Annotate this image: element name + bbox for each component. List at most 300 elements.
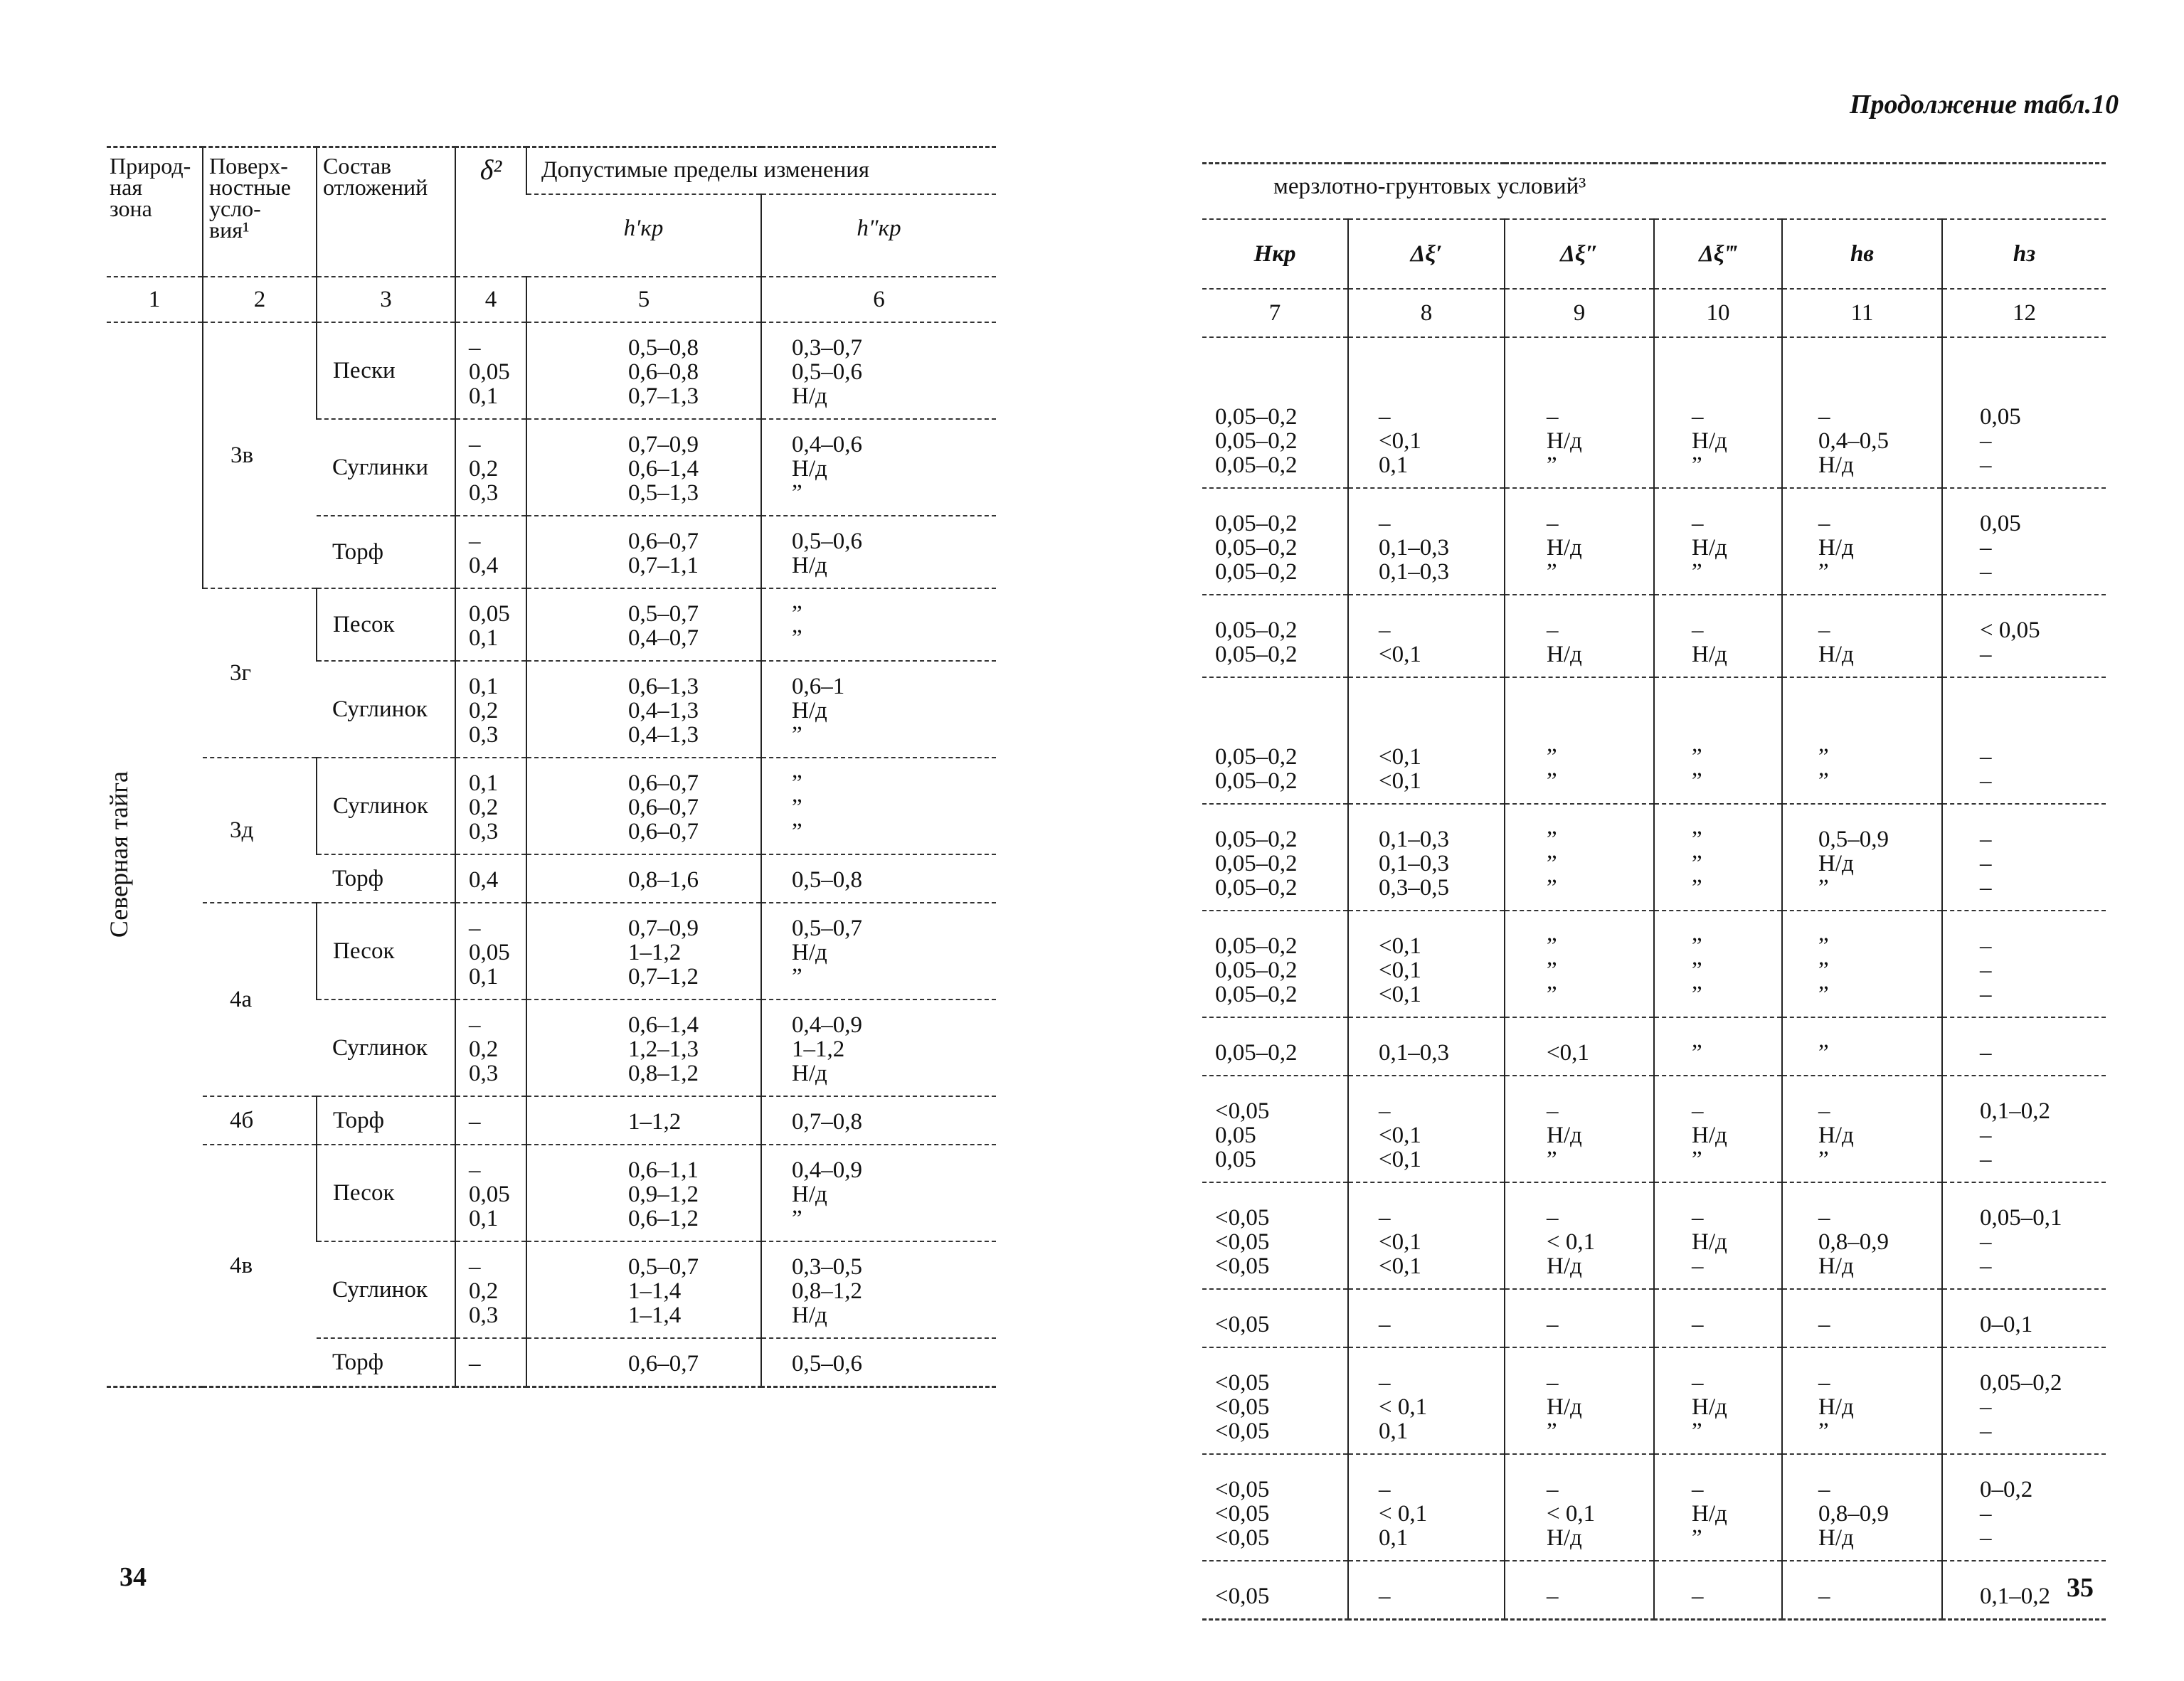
cell-value: – <box>469 1157 481 1183</box>
column-number: 10 <box>1654 289 1782 337</box>
cell-value: 0,05–0,2 <box>1215 642 1298 667</box>
cell-value: – <box>1379 1098 1391 1124</box>
delta-values <box>469 336 526 408</box>
cell-value: 0,4 <box>469 867 499 893</box>
cell-stack <box>1692 745 1781 793</box>
cell-stack <box>1818 405 1941 477</box>
cell-value: 0,6–0,7 <box>628 795 699 820</box>
h1-values <box>628 916 760 989</box>
cell-stack <box>1980 1371 2106 1443</box>
cell-value: ” <box>1547 1147 1557 1172</box>
cell-value: – <box>1547 617 1559 643</box>
h2-values <box>792 771 996 844</box>
cell-stack <box>1980 934 2106 1007</box>
cell-value: – <box>1980 851 1992 876</box>
cell-value: ” <box>1547 875 1557 901</box>
cell-value: 0,4–1,3 <box>628 722 699 748</box>
table-row <box>1202 677 2106 804</box>
cell-value: 0,2 <box>469 795 499 820</box>
cell-value: <0,1 <box>1379 958 1421 983</box>
cell-value: 0,05–0,2 <box>1980 1370 2062 1396</box>
cell-stack <box>1692 1584 1781 1608</box>
cell-value: 0,2 <box>469 698 499 723</box>
cell-stack <box>1547 827 1653 900</box>
cell-value: – <box>1547 1477 1559 1502</box>
cell-value: 0,5–1,3 <box>628 480 699 506</box>
cell-value: ” <box>1547 958 1557 983</box>
cell-value: ” <box>1547 744 1557 770</box>
cell-value: 0,9–1,2 <box>628 1182 699 1207</box>
table-row <box>107 758 996 854</box>
cell-value: – <box>1818 1584 1830 1609</box>
page-number-left: 34 <box>120 1562 147 1592</box>
cell-value: Н/д <box>1692 1229 1727 1255</box>
cell-value: ” <box>1692 1147 1702 1172</box>
column-number: 6 <box>761 277 996 322</box>
delta-values <box>469 1158 526 1231</box>
cell-value: 0,5–0,6 <box>792 359 862 385</box>
cell-value: 0,8–1,6 <box>628 867 699 893</box>
col-header-hz: hз <box>1942 219 2106 289</box>
h1-values <box>628 433 760 505</box>
cell-value: <0,1 <box>1379 428 1421 454</box>
table-row <box>1202 1454 2106 1561</box>
cell-stack <box>1379 1099 1504 1172</box>
cell-value: 0,1–0,3 <box>1379 559 1449 585</box>
delta-values <box>469 868 526 892</box>
cell-stack <box>1547 405 1653 477</box>
h1-values <box>628 868 760 892</box>
cell-value: 0,5–0,8 <box>628 335 699 361</box>
cell-value: <0,05 <box>1215 1394 1270 1420</box>
cell-value: 0,3 <box>469 819 499 844</box>
table-row <box>107 1145 996 1241</box>
cell-value: <0,1 <box>1379 982 1421 1007</box>
cell-stack <box>1692 1478 1781 1550</box>
cell-value: 0,05–0,2 <box>1215 452 1298 478</box>
cell-value: – <box>1980 744 1992 770</box>
cell-value: – <box>1980 827 1992 852</box>
cell-value: 0,5–0,8 <box>792 867 862 893</box>
cell-value: <0,1 <box>1379 1253 1421 1279</box>
cell-value: Н/д <box>792 456 827 482</box>
cell-value: – <box>1818 1370 1830 1396</box>
cell-value: <0,05 <box>1215 1312 1270 1337</box>
cell-value: 0,6–1,3 <box>628 674 699 699</box>
cell-stack <box>1547 618 1653 667</box>
cell-value: 0,6–1,2 <box>628 1206 699 1231</box>
cell-stack <box>1379 1584 1504 1608</box>
h1-values <box>628 1158 760 1231</box>
cell-stack <box>1818 934 1941 1007</box>
cell-stack <box>1547 1099 1653 1172</box>
col-header-hkr: Hкр <box>1202 219 1348 289</box>
cell-stack <box>1818 1313 1941 1337</box>
cell-value: <0,1 <box>1379 1229 1421 1255</box>
cell-value: Н/д <box>792 940 827 965</box>
column-number: 8 <box>1348 289 1505 337</box>
cell-value: 0,05–0,2 <box>1215 875 1298 901</box>
cell-stack <box>1379 511 1504 584</box>
cell-value: 0,05 <box>469 1182 510 1207</box>
h2-values <box>792 1013 996 1086</box>
composition: Суглинки <box>317 419 455 516</box>
cell-value: ” <box>1547 768 1557 794</box>
delta-values <box>469 529 526 578</box>
cell-value: 0,3–0,7 <box>792 335 862 361</box>
cell-stack <box>1379 405 1504 477</box>
delta-values <box>469 1013 526 1086</box>
h2-values <box>792 1255 996 1327</box>
cell-value: 0,05–0,2 <box>1215 1040 1298 1066</box>
cell-value: Н/д <box>1818 452 1854 478</box>
cell-value: 0,05–0,2 <box>1215 933 1298 959</box>
cell-stack <box>1980 511 2106 584</box>
cell-value: Н/д <box>792 698 827 723</box>
composition: Песок <box>317 588 455 661</box>
delta-values <box>469 1352 526 1376</box>
cell-value: 0,6–0,7 <box>628 770 699 796</box>
cell-value: ” <box>1692 559 1702 585</box>
cell-value: 0,05 <box>1215 1147 1256 1172</box>
cell-stack <box>1980 827 2106 900</box>
composition: Песок <box>317 1145 455 1241</box>
cell-value: – <box>1980 933 1992 959</box>
cell-value: Н/д <box>1818 535 1854 561</box>
cell-value: 0,05–0,2 <box>1215 827 1298 852</box>
cell-value: – <box>1818 511 1830 536</box>
cell-value: Н/д <box>792 1182 827 1207</box>
cell-value: Н/д <box>1818 1394 1854 1420</box>
cell-value: ” <box>1547 933 1557 959</box>
col-header-dxi1: Δξ′ <box>1348 219 1505 289</box>
cell-stack <box>1547 1041 1653 1065</box>
cell-value: <0,1 <box>1379 768 1421 794</box>
delta-values <box>469 1110 526 1134</box>
table-row <box>107 1096 996 1145</box>
cell-stack <box>1215 1041 1347 1065</box>
col-header-delta: δ² <box>455 147 526 277</box>
cell-value: – <box>1980 535 1992 561</box>
right-table <box>1202 162 2106 1621</box>
cell-stack <box>1980 405 2106 477</box>
delta-values <box>469 433 526 505</box>
cell-value: 0,05–0,2 <box>1215 559 1298 585</box>
col-header-surface: Поверх- ностные усло- вия¹ <box>203 147 317 277</box>
cell-value: – <box>1818 1205 1830 1231</box>
cell-stack <box>1215 934 1347 1007</box>
cell-stack <box>1547 511 1653 584</box>
cell-stack <box>1379 1371 1504 1443</box>
h1-values <box>628 602 760 650</box>
col-header-limits: Допустимые пределы изменения <box>526 147 996 195</box>
cell-stack <box>1980 1206 2106 1278</box>
table-row <box>1202 1182 2106 1289</box>
cell-value: – <box>1692 1205 1704 1231</box>
cell-stack <box>1379 1041 1504 1065</box>
table-row <box>1202 1017 2106 1076</box>
cell-value: ” <box>1818 1040 1829 1066</box>
cell-value: 0,2 <box>469 1278 499 1304</box>
h2-values <box>792 602 996 650</box>
composition: Песок <box>317 903 455 999</box>
delta-values <box>469 602 526 650</box>
cell-stack <box>1379 827 1504 900</box>
h1-values <box>628 1013 760 1086</box>
cell-value: – <box>469 1254 481 1280</box>
h2-values <box>792 336 996 408</box>
cell-value: < 0,1 <box>1547 1229 1596 1255</box>
cell-stack <box>1547 1371 1653 1443</box>
surface-condition: 3в <box>203 322 317 588</box>
composition: Торф <box>317 516 455 588</box>
cell-value: 0,1 <box>469 674 499 699</box>
h1-values <box>628 1255 760 1327</box>
cell-value: 0–0,1 <box>1980 1312 2033 1337</box>
table-row <box>107 588 996 661</box>
table-row <box>107 903 996 999</box>
cell-value: 1–1,4 <box>628 1278 682 1304</box>
cell-value: – <box>1980 1123 1992 1148</box>
cell-value: 0,05–0,2 <box>1215 744 1298 770</box>
cell-value: <0,05 <box>1215 1370 1270 1396</box>
h2-values <box>792 916 996 989</box>
cell-stack <box>1692 1099 1781 1172</box>
cell-value: 0,4–1,3 <box>628 698 699 723</box>
cell-value: ” <box>1547 452 1557 478</box>
cell-stack <box>1818 745 1941 793</box>
cell-value: 0,5–0,7 <box>628 1254 699 1280</box>
cell-value: – <box>1980 982 1992 1007</box>
cell-value: ” <box>792 770 802 796</box>
cell-value: ” <box>1692 851 1702 876</box>
cell-value: – <box>469 529 481 554</box>
cell-value: ” <box>1692 768 1702 794</box>
cell-value: – <box>1818 617 1830 643</box>
cell-value: <0,1 <box>1547 1040 1589 1066</box>
cell-value: ” <box>1818 559 1829 585</box>
col-header-dxi2: Δξ″ <box>1505 219 1654 289</box>
left-table <box>107 146 996 1388</box>
table-row <box>1202 595 2106 677</box>
cell-value: – <box>1547 1098 1559 1124</box>
cell-value: 0,1 <box>469 383 499 409</box>
cell-value: 0,05 <box>1215 1123 1256 1148</box>
composition: Суглинок <box>317 758 455 854</box>
cell-value: 0,4–0,9 <box>792 1012 862 1038</box>
cell-value: 0,05 <box>1980 404 2021 430</box>
cell-value: 0,4–0,5 <box>1818 428 1889 454</box>
cell-value: – <box>1980 428 1992 454</box>
table-row <box>1202 1561 2106 1620</box>
cell-value: Н/д <box>1818 1253 1854 1279</box>
cell-value: – <box>1980 1040 1992 1066</box>
cell-value: 0–0,2 <box>1980 1477 2033 1502</box>
cell-value: – <box>1547 1584 1559 1609</box>
running-head: Продолжение табл.10 <box>1850 90 2119 120</box>
cell-stack <box>1980 1313 2106 1337</box>
cell-value: – <box>1692 1098 1704 1124</box>
cell-value: ” <box>1692 875 1702 901</box>
cell-value: <0,1 <box>1379 642 1421 667</box>
cell-value: 0,05–0,2 <box>1215 768 1298 794</box>
cell-value: ” <box>1818 744 1829 770</box>
cell-value: ” <box>1692 1525 1702 1551</box>
cell-value: – <box>469 335 481 361</box>
cell-stack <box>1818 1371 1941 1443</box>
cell-value: – <box>469 1109 481 1135</box>
cell-value: 0,05–0,1 <box>1980 1205 2062 1231</box>
cell-stack <box>1215 618 1347 667</box>
cell-value: 0,5–0,6 <box>792 529 862 554</box>
cell-value: 0,1–0,2 <box>1980 1098 2050 1124</box>
cell-value: 0,1–0,3 <box>1379 827 1449 852</box>
cell-value: – <box>1692 1312 1704 1337</box>
cell-value: Н/д <box>792 383 827 409</box>
cell-value: ” <box>1692 827 1702 852</box>
cell-value: 0,1 <box>469 770 499 796</box>
cell-value: 0,05–0,2 <box>1215 511 1298 536</box>
cell-value: 0,8–0,9 <box>1818 1229 1889 1255</box>
cell-value: – <box>1692 1253 1704 1279</box>
cell-value: 0,05 <box>469 940 510 965</box>
cell-value: – <box>1692 1477 1704 1502</box>
cell-stack <box>1379 934 1504 1007</box>
cell-value: – <box>1980 1501 1992 1527</box>
cell-value: Н/д <box>1692 535 1727 561</box>
cell-stack <box>1379 618 1504 667</box>
zone-label: Северная тайга <box>105 770 133 938</box>
cell-value: 0,5–0,6 <box>792 1351 862 1377</box>
cell-value: < 0,05 <box>1980 617 2040 643</box>
cell-value: 0,2 <box>469 456 499 482</box>
cell-value: ” <box>792 964 802 990</box>
cell-value: 0,8–0,9 <box>1818 1501 1889 1527</box>
cell-value: 0,2 <box>469 1036 499 1062</box>
cell-stack <box>1547 1313 1653 1337</box>
cell-value: <0,1 <box>1379 933 1421 959</box>
cell-value: ” <box>1818 933 1829 959</box>
right-page <box>1202 162 2106 1621</box>
cell-stack <box>1692 1041 1781 1065</box>
cell-value: ” <box>1818 768 1829 794</box>
cell-stack <box>1215 1099 1347 1172</box>
column-number: 1 <box>107 277 203 322</box>
h2-values <box>792 433 996 505</box>
cell-value: Н/д <box>1547 428 1582 454</box>
cell-stack <box>1215 827 1347 900</box>
cell-value: 0,05–0,2 <box>1215 617 1298 643</box>
cell-value: 0,8–1,2 <box>792 1278 862 1304</box>
cell-value: < 0,1 <box>1379 1501 1428 1527</box>
col-header-hv: hв <box>1782 219 1942 289</box>
cell-value: ” <box>1818 958 1829 983</box>
cell-value: Н/д <box>1692 1123 1727 1148</box>
cell-value: – <box>1980 1253 1992 1279</box>
cell-value: 0,6–0,7 <box>628 819 699 844</box>
cell-stack <box>1379 745 1504 793</box>
cell-value: ” <box>1547 827 1557 852</box>
cell-stack <box>1547 1584 1653 1608</box>
cell-value: 0,3 <box>469 1303 499 1328</box>
cell-value: ” <box>1692 1418 1702 1444</box>
table-row <box>1202 1076 2106 1182</box>
h1-values <box>628 674 760 747</box>
cell-stack <box>1379 1313 1504 1337</box>
cell-value: 0,1–0,3 <box>1379 535 1449 561</box>
cell-value: Н/д <box>1818 642 1854 667</box>
table-row <box>1202 488 2106 595</box>
cell-value: <0,05 <box>1215 1501 1270 1527</box>
cell-value: 0,6–0,7 <box>628 1351 699 1377</box>
table-row <box>107 322 996 419</box>
cell-value: – <box>1692 1584 1704 1609</box>
cell-stack <box>1980 1041 2106 1065</box>
cell-stack <box>1692 405 1781 477</box>
cell-stack <box>1379 1478 1504 1550</box>
table-row <box>1202 1347 2106 1454</box>
cell-value: <0,05 <box>1215 1253 1270 1279</box>
cell-value: Н/д <box>1547 1123 1582 1148</box>
cell-value: 0,3 <box>469 480 499 506</box>
cell-value: – <box>1379 511 1391 536</box>
cell-value: – <box>1547 1370 1559 1396</box>
cell-stack <box>1818 1099 1941 1172</box>
composition: Суглинок <box>317 999 455 1096</box>
composition: Пески <box>317 322 455 419</box>
cell-value: 0,1 <box>1379 452 1409 478</box>
cell-value: Н/д <box>1818 1525 1854 1551</box>
cell-value: – <box>1980 452 1992 478</box>
cell-stack <box>1980 1478 2106 1550</box>
delta-values <box>469 916 526 989</box>
cell-value: 0,05–0,2 <box>1215 404 1298 430</box>
left-page <box>107 146 1007 1388</box>
cell-value: – <box>1379 1370 1391 1396</box>
cell-value: <0,1 <box>1379 1123 1421 1148</box>
cell-value: <0,05 <box>1215 1584 1270 1609</box>
cell-value: 0,1 <box>469 625 499 651</box>
h1-values <box>628 771 760 844</box>
cell-value: <0,1 <box>1379 1147 1421 1172</box>
cell-value: 0,05–0,2 <box>1215 982 1298 1007</box>
cell-value: ” <box>1818 982 1829 1007</box>
cell-value: – <box>469 916 481 941</box>
cell-value: – <box>1980 768 1992 794</box>
surface-condition: 4а <box>203 903 317 1096</box>
cell-value: – <box>1980 559 1992 585</box>
cell-value: – <box>1980 1147 1992 1172</box>
cell-stack <box>1215 1584 1347 1608</box>
cell-value: ” <box>792 480 802 506</box>
cell-stack <box>1215 1478 1347 1550</box>
cell-value: Н/д <box>1692 642 1727 667</box>
cell-value: 0,1–0,3 <box>1379 1040 1449 1066</box>
cell-stack <box>1818 1206 1941 1278</box>
h1-values <box>628 1352 760 1376</box>
cell-value: 0,6–1 <box>792 674 845 699</box>
table-row <box>1202 804 2106 911</box>
cell-value: ” <box>1692 744 1702 770</box>
cell-stack <box>1818 827 1941 900</box>
cell-value: ” <box>792 1206 802 1231</box>
cell-stack <box>1980 1099 2106 1172</box>
cell-stack <box>1379 1206 1504 1278</box>
h2-values <box>792 674 996 747</box>
cell-value: 0,3 <box>469 722 499 748</box>
cell-stack <box>1692 1371 1781 1443</box>
cell-stack <box>1980 618 2106 667</box>
